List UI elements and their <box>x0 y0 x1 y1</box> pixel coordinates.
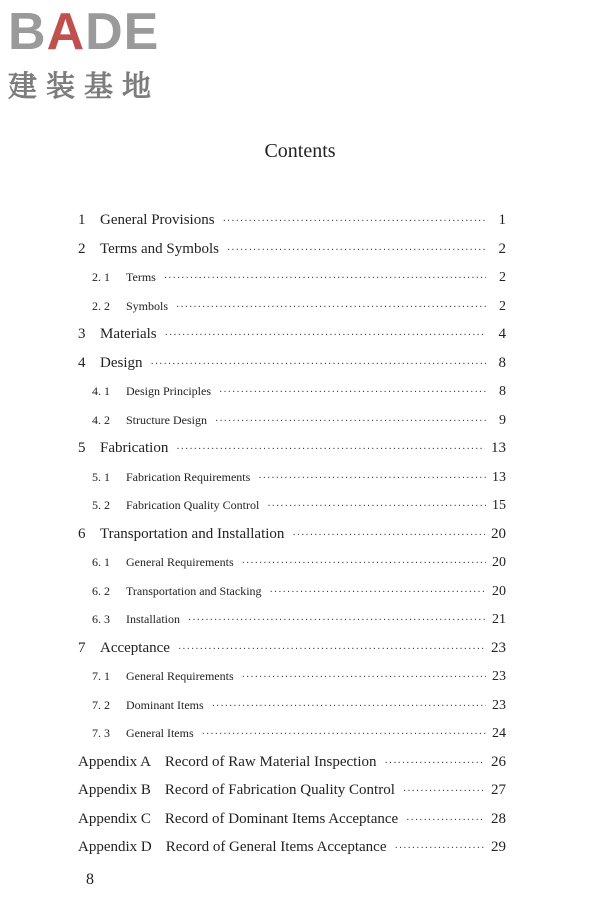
toc-entry-page: 21 <box>492 612 506 627</box>
toc-entry-page: 4 <box>498 326 506 342</box>
toc-entry-number: 4. 1 <box>92 384 110 398</box>
toc-entry[interactable] <box>78 491 506 520</box>
toc-entry-page: 8 <box>498 354 506 371</box>
bade-logo <box>8 3 161 105</box>
dot-leader <box>227 237 486 266</box>
dot-leader <box>223 208 486 237</box>
dot-leader <box>215 408 486 437</box>
toc-entry-label: General Items <box>126 726 194 740</box>
toc-entry-page: 15 <box>492 498 506 513</box>
toc-entry-page: 2 <box>499 298 506 314</box>
toc-entry-number: 7 <box>78 639 86 656</box>
toc-entry-number: 7. 2 <box>92 697 110 712</box>
toc-entry[interactable] <box>78 634 506 663</box>
toc-entry-page: 27 <box>491 782 506 798</box>
toc-entry-page: 13 <box>491 440 506 456</box>
dot-leader <box>270 579 486 608</box>
dot-leader <box>151 351 487 380</box>
toc-entry-label: Installation <box>126 612 180 626</box>
toc-entry-page: 20 <box>492 583 506 599</box>
toc-entry[interactable] <box>78 263 506 292</box>
toc-entry-page: 23 <box>491 639 506 656</box>
toc-entry-label: General Provisions <box>100 212 215 228</box>
toc-entry-label: Fabrication Requirements <box>126 469 251 484</box>
toc-entry[interactable] <box>78 748 506 777</box>
toc-entry-page: 8 <box>499 384 506 399</box>
dot-leader <box>176 294 486 323</box>
toc-entry-number: 2. 1 <box>92 270 110 284</box>
toc-entry-number: 5. 1 <box>92 469 110 484</box>
page-number: 8 <box>86 871 94 888</box>
toc-entry-number: 5. 2 <box>92 498 110 512</box>
toc-entry-label: Materials <box>100 326 157 342</box>
dot-leader <box>403 778 485 807</box>
dot-leader <box>188 607 486 636</box>
toc-entry[interactable] <box>78 833 506 862</box>
toc-entry-number: 2. 2 <box>92 298 110 313</box>
toc-entry-number: 2 <box>78 240 86 257</box>
toc-entry[interactable] <box>78 577 506 606</box>
toc-entry-label: Record of Raw Material Inspection <box>164 753 377 770</box>
table-of-contents <box>78 206 506 862</box>
toc-entry-page: 13 <box>492 469 506 485</box>
toc-entry-label: Design <box>100 354 143 371</box>
toc-entry[interactable] <box>78 349 506 378</box>
dot-leader <box>385 750 485 779</box>
toc-entry-label: Dominant Items <box>126 697 204 712</box>
dot-leader <box>394 835 485 864</box>
toc-entry[interactable] <box>78 605 506 634</box>
toc-entry-number: 1 <box>78 212 86 228</box>
dot-leader <box>267 493 486 522</box>
toc-entry[interactable] <box>78 776 506 805</box>
toc-entry-label: Fabrication Quality Control <box>126 498 260 512</box>
toc-entry-number: 5 <box>78 440 86 456</box>
toc-entry-label: General Requirements <box>126 669 234 683</box>
toc-entry-number: 7. 3 <box>92 726 110 740</box>
toc-entry-number: Appendix A <box>78 753 151 770</box>
toc-entry-page: 24 <box>492 726 506 741</box>
toc-entry[interactable] <box>78 805 506 834</box>
toc-entry-number: 7. 1 <box>92 669 110 683</box>
toc-entry-page: 1 <box>498 212 506 228</box>
toc-entry-number: 6 <box>78 525 86 542</box>
toc-entry-page: 2 <box>499 270 506 285</box>
dot-leader <box>176 436 485 465</box>
dot-leader <box>164 265 486 294</box>
toc-entry-number: Appendix D <box>78 839 152 855</box>
toc-entry-label: Record of Fabrication Quality Control <box>164 782 395 798</box>
toc-entry-page: 23 <box>492 669 506 684</box>
toc-entry[interactable] <box>78 662 506 691</box>
toc-entry-label: Fabrication <box>100 440 169 456</box>
toc-entry[interactable] <box>78 434 506 463</box>
toc-entry-page: 20 <box>491 525 506 542</box>
toc-entry-number: 6. 1 <box>92 555 110 569</box>
toc-entry-label: Design Principles <box>126 384 211 398</box>
toc-entry-label: General Requirements <box>126 555 234 569</box>
toc-entry-number: 4 <box>78 354 86 371</box>
toc-entry-page: 29 <box>491 839 506 855</box>
dot-leader <box>406 807 485 836</box>
toc-entry-number: 3 <box>78 326 86 342</box>
toc-entry-label: Acceptance <box>100 639 170 656</box>
toc-entry[interactable] <box>78 548 506 577</box>
toc-entry[interactable] <box>78 377 506 406</box>
dot-leader <box>292 522 485 551</box>
logo-wordmark: BADE <box>8 3 160 61</box>
toc-entry-number: 6. 2 <box>92 583 110 598</box>
dot-leader <box>165 322 486 351</box>
dot-leader <box>219 379 486 408</box>
dot-leader <box>242 664 486 693</box>
toc-entry-number: 6. 3 <box>92 612 110 626</box>
dot-leader <box>258 465 486 494</box>
dot-leader <box>212 693 486 722</box>
toc-entry[interactable] <box>78 463 506 492</box>
toc-entry[interactable] <box>78 235 506 264</box>
toc-entry-label: Record of General Items Acceptance <box>165 839 387 855</box>
toc-entry-label: Transportation and Installation <box>100 525 285 542</box>
page-title: Contents <box>264 140 336 162</box>
toc-entry-label: Symbols <box>126 298 169 313</box>
dot-leader <box>178 636 485 665</box>
dot-leader <box>202 721 486 750</box>
toc-entry-number: Appendix B <box>78 782 151 798</box>
toc-entry-label: Transportation and Stacking <box>126 583 262 598</box>
toc-entry[interactable] <box>78 206 506 235</box>
toc-entry-page: 20 <box>492 555 506 570</box>
dot-leader <box>242 550 486 579</box>
toc-entry[interactable] <box>78 719 506 748</box>
toc-entry-label: Structure Design <box>126 412 207 427</box>
toc-entry-label: Record of Dominant Items Acceptance <box>164 810 399 827</box>
toc-entry-number: 4. 2 <box>92 412 110 427</box>
toc-entry-label: Terms <box>126 270 156 284</box>
toc-entry[interactable] <box>78 292 506 321</box>
toc-entry-page: 26 <box>491 753 506 770</box>
toc-entry-page: 2 <box>498 240 506 257</box>
toc-entry-number: Appendix C <box>78 810 151 827</box>
toc-entry[interactable] <box>78 691 506 720</box>
toc-entry[interactable] <box>78 520 506 549</box>
toc-entry-page: 28 <box>491 810 506 827</box>
toc-entry-page: 9 <box>499 412 506 428</box>
toc-entry-label: Terms and Symbols <box>100 240 219 257</box>
toc-entry[interactable] <box>78 406 506 435</box>
toc-entry-page: 23 <box>492 697 506 713</box>
logo-subtitle: 建装基地 <box>8 69 161 103</box>
toc-entry[interactable] <box>78 320 506 349</box>
